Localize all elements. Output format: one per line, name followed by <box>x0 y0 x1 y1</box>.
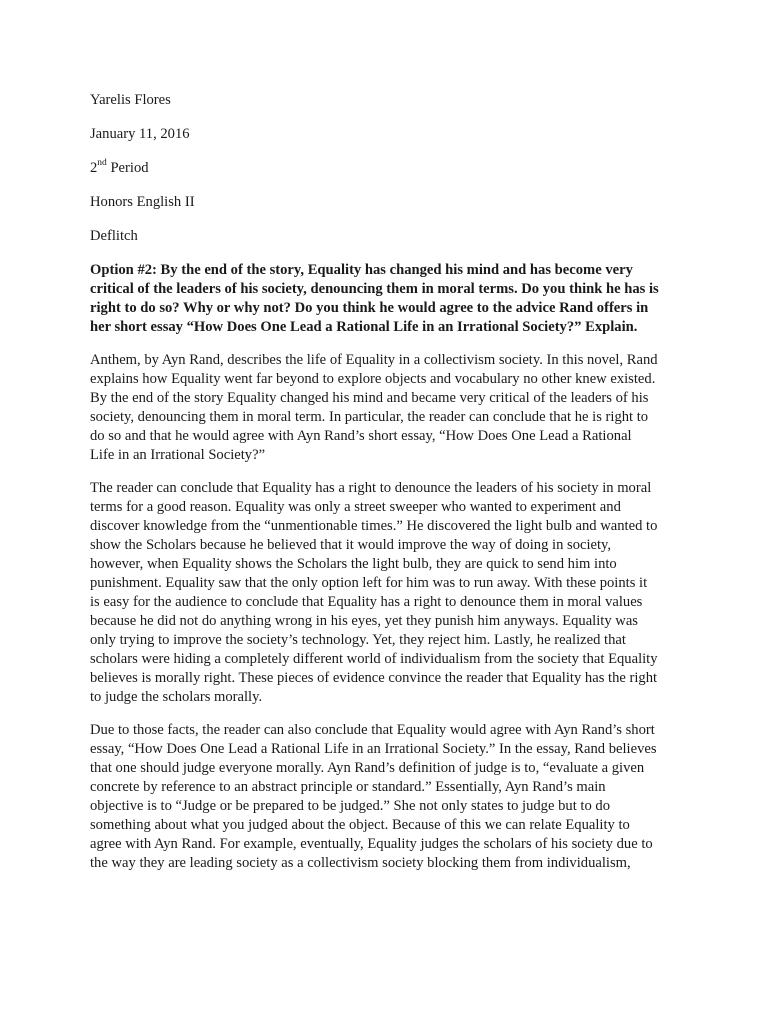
paragraph-line: essay, “How Does One Lead a Rational Life in an Irrational Society.” In the essay, Rand believes <box>90 741 657 757</box>
paragraph-line: punishment. Equality saw that the only option left for him was to run away. With these points it <box>90 575 648 591</box>
paragraph-line: Life in an Irrational Society?” <box>90 447 266 463</box>
essay-prompt <box>90 261 690 337</box>
paragraph-line: Anthem, by Ayn Rand, describes the life of Equality in a collectivism society. In this novel, Rand <box>90 352 658 368</box>
prompt-line: Option #2: By the end of the story, Equality has changed his mind and has become very <box>90 262 633 278</box>
paragraph-line: the way they are leading society as a collectivism society blocking them from individualism, <box>90 855 631 871</box>
period-suffix: nd <box>97 158 107 169</box>
class-period <box>90 159 690 178</box>
paragraph-line: something about what you judged about the object. Because of this we can relate Equality to <box>90 817 630 833</box>
paragraph-line: scholars were hiding a completely different world of individualism from the society that Equality <box>90 651 658 667</box>
prompt-line: critical of the leaders of his society, denouncing them in moral terms. Do you think he has is <box>90 281 659 297</box>
paragraph-introduction <box>90 351 690 465</box>
author-name: Yarelis Flores <box>90 92 171 108</box>
document-date: January 11, 2016 <box>90 126 190 142</box>
paragraph-line: believes is morally right. These pieces of evidence convince the reader that Equality has the right <box>90 670 658 686</box>
paragraph-line: that one should judge everyone morally. Ayn Rand’s definition of judge is to, “evaluate a given <box>90 760 645 776</box>
paragraph-line: By the end of the story Equality changed his mind and became very critical of the leaders of his <box>90 390 649 406</box>
teacher-name: Deflitch <box>90 228 138 244</box>
prompt-line: right to do so? Why or why not? Do you think he would agree to the advice Rand offers in <box>90 300 649 316</box>
period-number: 2 <box>90 160 98 176</box>
paragraph-line: objective is to “Judge or be prepared to be judged.” She not only states to judge but to do <box>90 798 610 814</box>
course-name: Honors English II <box>90 194 195 210</box>
paragraph-line: terms for a good reason. Equality was only a street sweeper who wanted to experiment and <box>90 499 621 515</box>
paragraph-line: Due to those facts, the reader can also conclude that Equality would agree with Ayn Rand’s short <box>90 722 655 738</box>
paragraph-line: only trying to improve the society’s technology. Yet, they reject him. Lastly, he realized that <box>90 632 626 648</box>
paragraph-line: society, denouncing them in moral term. In particular, the reader can conclude that he is right to <box>90 409 649 425</box>
paragraph-line: show the Scholars because he believed that it would improve the way of doing in society, <box>90 537 612 553</box>
period-word: Period <box>106 160 149 176</box>
paragraph-line: explains how Equality went far beyond to explore objects and vocabulary no other knew existed. <box>90 371 656 387</box>
paragraph-line: do so and that he would agree with Ayn Rand’s short essay, “How Does One Lead a Rational <box>90 428 632 444</box>
paragraph-body-2 <box>90 721 690 873</box>
paragraph-line: is easy for the audience to conclude that Equality has a right to denounce them in moral values <box>90 594 643 610</box>
paragraph-body-1 <box>90 479 690 707</box>
paragraph-line: to judge the scholars morally. <box>90 689 263 705</box>
paragraph-line: because he did not do anything wrong in his eyes, yet they punish him anyways. Equality was <box>90 613 638 629</box>
prompt-line: her short essay “How Does One Lead a Rational Life in an Irrational Society?” Explain. <box>90 319 638 335</box>
paragraph-line: agree with Ayn Rand. For example, eventually, Equality judges the scholars of his society due to <box>90 836 653 852</box>
paragraph-line: discover knowledge from the “unmentionable times.” He discovered the light bulb and wanted to <box>90 518 658 534</box>
paragraph-line: The reader can conclude that Equality has a right to denounce the leaders of his society in moral <box>90 480 652 496</box>
paragraph-line: however, when Equality shows the Scholars the light bulb, they are quick to send him into <box>90 556 617 572</box>
paragraph-line: concrete by reference to an abstract principle or standard.” Essentially, Ayn Rand’s main <box>90 779 606 795</box>
